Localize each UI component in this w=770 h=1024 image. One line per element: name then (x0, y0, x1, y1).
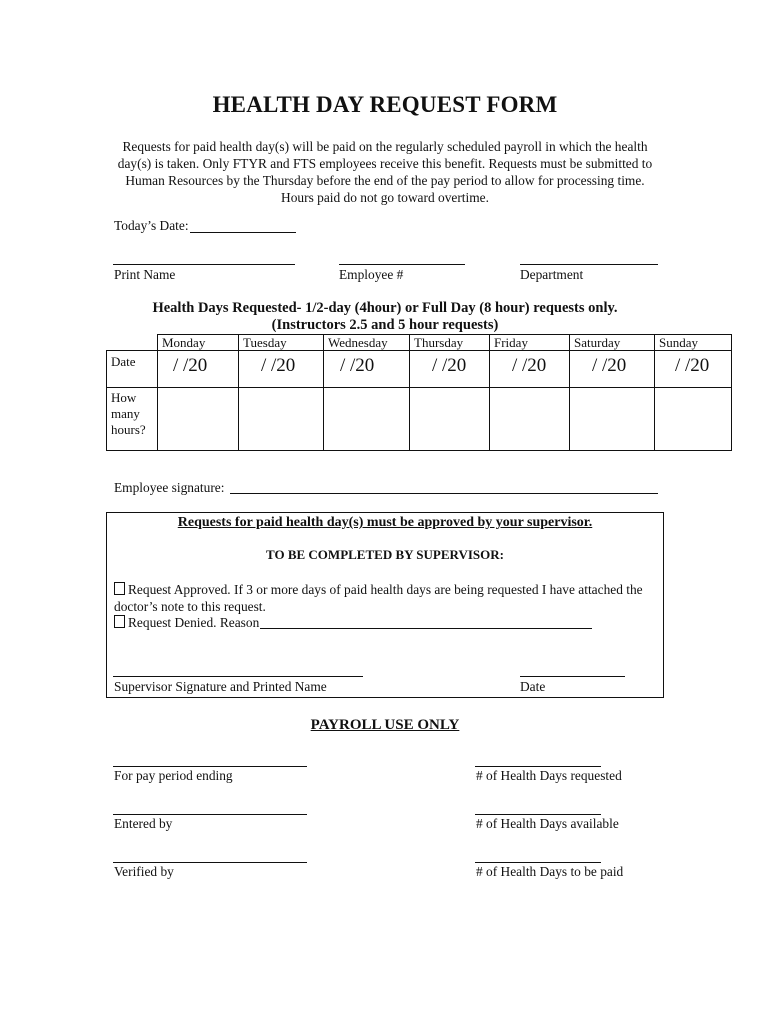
supervisor-signature-label: Supervisor Signature and Printed Name (114, 679, 327, 694)
day-header: Saturday (570, 335, 655, 351)
denied-checkbox[interactable] (114, 615, 125, 628)
form-title: HEALTH DAY REQUEST FORM (212, 92, 558, 117)
pay-period-ending-field[interactable] (113, 766, 307, 767)
employee-signature-field[interactable] (230, 493, 658, 494)
health-days-heading (0, 300, 770, 334)
supervisor-date-label: Date (520, 679, 546, 694)
pay-period-ending-label: For pay period ending (114, 768, 233, 783)
date-cell[interactable]: / /20 (655, 351, 732, 388)
date-row (107, 351, 732, 388)
date-cell[interactable]: / /20 (239, 351, 324, 388)
denied-text: Request Denied. Reason (128, 615, 260, 630)
supervisor-heading: TO BE COMPLETED BY SUPERVISOR: (266, 547, 504, 562)
day-header: Wednesday (324, 335, 410, 351)
day-header: Friday (490, 335, 570, 351)
date-cell[interactable]: / /20 (158, 351, 239, 388)
table-header-row (107, 335, 732, 351)
days-available-label: # of Health Days available (476, 816, 619, 831)
day-header: Monday (158, 335, 239, 351)
health-days-table (106, 334, 732, 451)
supervisor-notice: Requests for paid health day(s) must be approved by your supervisor. (177, 515, 593, 530)
date-cell[interactable]: / /20 (490, 351, 570, 388)
day-header: Thursday (410, 335, 490, 351)
denied-reason-field[interactable] (260, 628, 592, 629)
date-cell[interactable]: / /20 (324, 351, 410, 388)
payroll-heading: PAYROLL USE ONLY (310, 717, 460, 733)
department-field[interactable] (520, 264, 658, 265)
todays-date-label: Today’s Date: (114, 218, 189, 233)
request-approved-option[interactable] (114, 581, 654, 615)
entered-by-label: Entered by (114, 816, 173, 831)
employee-signature-label: Employee signature: (114, 480, 225, 495)
days-requested-field[interactable] (475, 766, 601, 767)
request-denied-option[interactable] (114, 615, 259, 631)
date-cell[interactable]: / /20 (410, 351, 490, 388)
date-row-label: Date (107, 351, 158, 388)
health-days-heading-line1: Health Days Requested- 1/2-day (4hour) or Full Day (8 hour) requests only. (152, 300, 618, 316)
days-requested-label: # of Health Days requested (476, 768, 622, 783)
hours-row (107, 388, 732, 451)
print-name-label: Print Name (114, 267, 176, 282)
approved-checkbox[interactable] (114, 582, 125, 595)
hours-cell[interactable] (410, 388, 490, 451)
days-available-field[interactable] (475, 814, 601, 815)
days-to-be-paid-label: # of Health Days to be paid (476, 864, 624, 879)
hours-cell[interactable] (655, 388, 732, 451)
print-name-field[interactable] (113, 264, 295, 265)
verified-by-field[interactable] (113, 862, 307, 863)
hours-cell[interactable] (324, 388, 410, 451)
health-days-heading-line2: (Instructors 2.5 and 5 hour requests) (271, 317, 499, 333)
hours-cell[interactable] (570, 388, 655, 451)
approved-text: Request Approved. If 3 or more days of paid health days are being requested I have attached the doctor’s note to this request. (114, 582, 643, 614)
days-to-be-paid-field[interactable] (475, 862, 601, 863)
hours-cell[interactable] (490, 388, 570, 451)
supervisor-date-field[interactable] (520, 676, 625, 677)
hours-cell[interactable] (239, 388, 324, 451)
supervisor-signature-field[interactable] (113, 676, 363, 677)
employee-number-label: Employee # (339, 267, 404, 282)
intro-paragraph: Requests for paid health day(s) will be paid on the regularly scheduled payroll in which the health day(s) is taken. Only FTYR and FTS employees receive this benefit. Requests must be submitted to Human Resources by the Thursday before the end of the pay period to allow for processing time. Hours paid do not go toward overtime. (117, 139, 653, 205)
department-label: Department (520, 267, 584, 282)
hours-row-label: How many hours? (107, 388, 158, 451)
verified-by-label: Verified by (114, 864, 174, 879)
todays-date-field[interactable] (190, 232, 296, 233)
day-header: Tuesday (239, 335, 324, 351)
hours-cell[interactable] (158, 388, 239, 451)
day-header: Sunday (655, 335, 732, 351)
corner-cell (107, 335, 158, 351)
employee-number-field[interactable] (339, 264, 465, 265)
date-cell[interactable]: / /20 (570, 351, 655, 388)
entered-by-field[interactable] (113, 814, 307, 815)
